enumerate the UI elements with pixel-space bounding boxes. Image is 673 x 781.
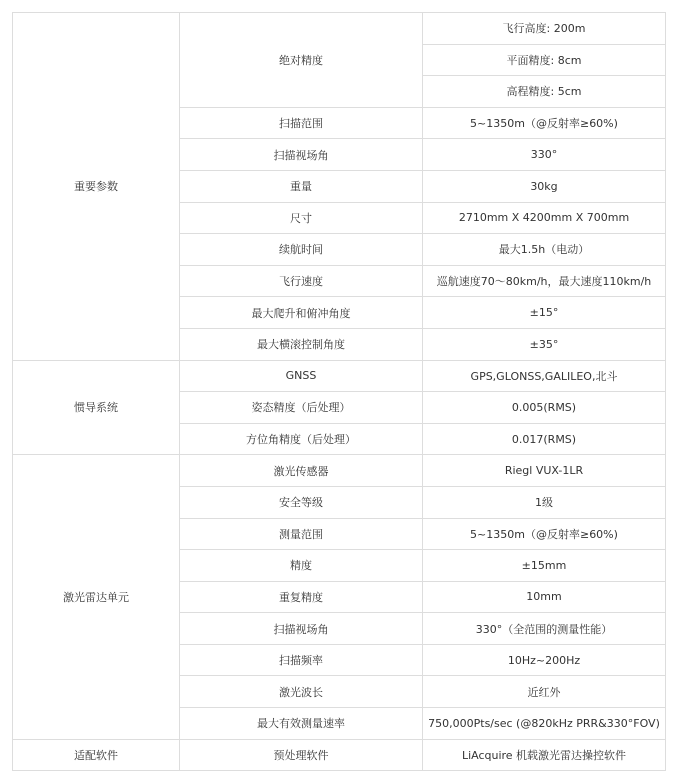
value-cell: ±15mm bbox=[423, 550, 666, 582]
value-cell: 高程精度: 5cm bbox=[423, 76, 666, 108]
value-cell: 1级 bbox=[423, 486, 666, 518]
value-cell: 10mm bbox=[423, 581, 666, 613]
value-cell: 750,000Pts/sec (@820kHz PRR&330°FOV) bbox=[423, 708, 666, 740]
parameter-cell: 最大有效测量速率 bbox=[180, 708, 423, 740]
parameter-cell: 预处理软件 bbox=[180, 739, 423, 771]
value-cell: 0.005(RMS) bbox=[423, 392, 666, 424]
category-cell: 重要参数 bbox=[13, 13, 180, 361]
parameter-cell: 姿态精度（后处理） bbox=[180, 392, 423, 424]
table-row bbox=[13, 739, 666, 771]
value-cell: Riegl VUX-1LR bbox=[423, 455, 666, 487]
value-cell: 平面精度: 8cm bbox=[423, 44, 666, 76]
parameter-cell: 测量范围 bbox=[180, 518, 423, 550]
table-row bbox=[13, 13, 666, 45]
value-cell: 30kg bbox=[423, 170, 666, 202]
parameter-cell: 尺寸 bbox=[180, 202, 423, 234]
parameter-cell: 扫描视场角 bbox=[180, 139, 423, 171]
parameter-cell: GNSS bbox=[180, 360, 423, 392]
category-cell: 适配软件 bbox=[13, 739, 180, 771]
value-cell: 330° bbox=[423, 139, 666, 171]
value-cell: 巡航速度70～80km/h，最大速度110km/h bbox=[423, 265, 666, 297]
value-cell: 330°（全范围的测量性能） bbox=[423, 613, 666, 645]
value-cell: 5~1350m（@反射率≥60%) bbox=[423, 107, 666, 139]
parameter-cell: 激光传感器 bbox=[180, 455, 423, 487]
value-cell: 最大1.5h（电动） bbox=[423, 234, 666, 266]
parameter-cell: 绝对精度 bbox=[180, 13, 423, 108]
parameter-cell: 精度 bbox=[180, 550, 423, 582]
parameter-cell: 方位角精度（后处理） bbox=[180, 423, 423, 455]
table-row bbox=[13, 455, 666, 487]
value-cell: ±15° bbox=[423, 297, 666, 329]
parameter-cell: 激光波长 bbox=[180, 676, 423, 708]
parameter-cell: 安全等级 bbox=[180, 486, 423, 518]
parameter-cell: 续航时间 bbox=[180, 234, 423, 266]
value-cell: 2710mm X 4200mm X 700mm bbox=[423, 202, 666, 234]
value-cell: 5~1350m（@反射率≥60%) bbox=[423, 518, 666, 550]
value-cell: 近红外 bbox=[423, 676, 666, 708]
parameter-cell: 扫描频率 bbox=[180, 644, 423, 676]
spec-table bbox=[12, 12, 666, 771]
category-cell: 惯导系统 bbox=[13, 360, 180, 455]
parameter-cell: 重复精度 bbox=[180, 581, 423, 613]
spec-table-body bbox=[13, 13, 666, 771]
parameter-cell: 扫描范围 bbox=[180, 107, 423, 139]
parameter-cell: 最大横滚控制角度 bbox=[180, 328, 423, 360]
parameter-cell: 重量 bbox=[180, 170, 423, 202]
parameter-cell: 飞行速度 bbox=[180, 265, 423, 297]
table-row bbox=[13, 360, 666, 392]
value-cell: ±35° bbox=[423, 328, 666, 360]
parameter-cell: 扫描视场角 bbox=[180, 613, 423, 645]
value-cell: 0.017(RMS) bbox=[423, 423, 666, 455]
category-cell: 激光雷达单元 bbox=[13, 455, 180, 739]
value-cell: LiAcquire 机载激光雷达操控软件 bbox=[423, 739, 666, 771]
value-cell: GPS,GLONSS,GALILEO,北斗 bbox=[423, 360, 666, 392]
value-cell: 10Hz~200Hz bbox=[423, 644, 666, 676]
value-cell: 飞行高度: 200m bbox=[423, 13, 666, 45]
parameter-cell: 最大爬升和俯冲角度 bbox=[180, 297, 423, 329]
